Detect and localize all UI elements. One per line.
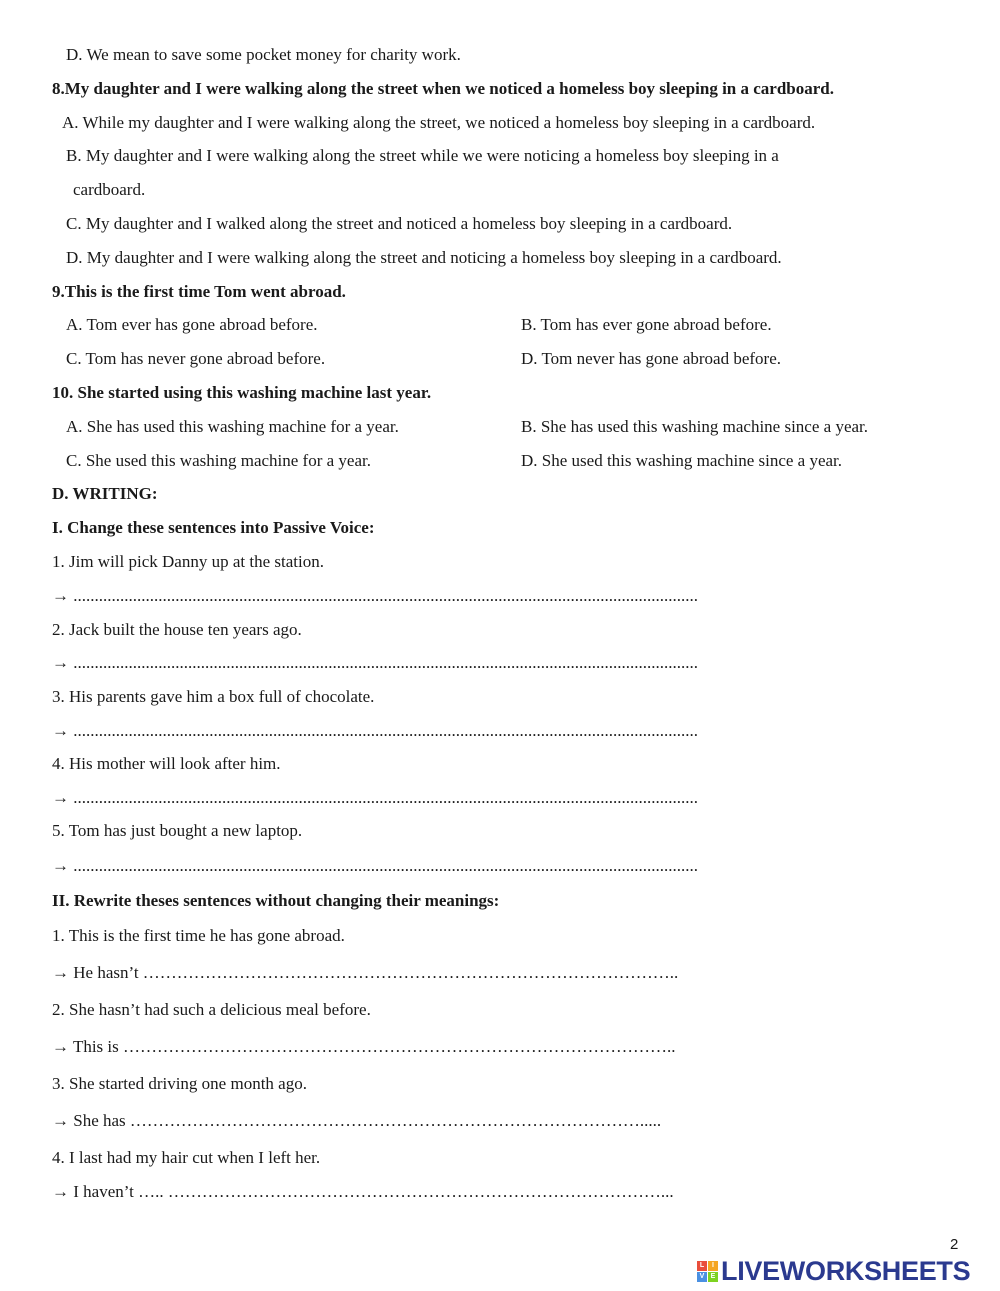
passive-answer-line[interactable]: → ................................................................................................................................................... <box>52 586 698 605</box>
q10-prompt: 10. She started using this washing machine last year. <box>52 383 432 402</box>
rewrite-item: 2. She hasn’t had such a delicious meal before. <box>52 1000 371 1019</box>
passive-item: 3. His parents gave him a box full of chocolate. <box>52 687 375 706</box>
logo-blocks-icon <box>697 1261 718 1282</box>
rewrite-item: 3. She started driving one month ago. <box>52 1074 307 1093</box>
logo-block: I <box>708 1261 718 1271</box>
q9-option-d: D. Tom never has gone abroad before. <box>521 349 782 368</box>
rewrite-answer-line[interactable]: → This is …………………………………………………………………………………….. <box>52 1037 676 1056</box>
passive-item: 2. Jack built the house ten years ago. <box>52 620 302 639</box>
q8-option-c: C. My daughter and I walked along the street and noticed a homeless boy sleeping in a cardboard. <box>66 214 733 233</box>
q10-option-c: C. She used this washing machine for a year. <box>66 451 371 470</box>
part-ii-heading: II. Rewrite theses sentences without changing their meanings: <box>52 891 500 910</box>
q8-option-b-cont: cardboard. <box>73 180 146 199</box>
rewrite-answer-line[interactable]: → I haven’t ….. ……………………………………………………………………………... <box>52 1182 674 1201</box>
liveworksheets-logo[interactable] <box>697 1256 970 1286</box>
passive-item: 4. His mother will look after him. <box>52 754 281 773</box>
q10-option-a: A. She has used this washing machine for a year. <box>66 417 399 436</box>
q10-option-d: D. She used this washing machine since a year. <box>521 451 843 470</box>
q7-option-d: D. We mean to save some pocket money for charity work. <box>66 45 461 64</box>
q8-option-d: D. My daughter and I were walking along the street and noticing a homeless boy sleeping in a cardboard. <box>66 248 782 267</box>
q9-option-a: A. Tom ever has gone abroad before. <box>66 315 318 334</box>
passive-answer-line[interactable]: → ................................................................................................................................................... <box>52 721 698 740</box>
q10-option-b: B. She has used this washing machine since a year. <box>521 417 869 436</box>
logo-text: LIVEWORKSHEETS <box>721 1255 971 1286</box>
passive-item: 1. Jim will pick Danny up at the station. <box>52 552 324 571</box>
q9-prompt: 9.This is the first time Tom went abroad. <box>52 282 346 301</box>
q8-prompt: 8.My daughter and I were walking along the street when we noticed a homeless boy sleeping in a cardboard. <box>52 79 835 98</box>
rewrite-answer-line[interactable]: → He hasn’t ………………………………………………………………………………….. <box>52 963 679 982</box>
q9-option-c: C. Tom has never gone abroad before. <box>66 349 326 368</box>
q8-option-b: B. My daughter and I were walking along the street while we were noticing a homeless boy sleeping in a <box>66 146 779 165</box>
rewrite-answer-line[interactable]: → She has ………………………………………………………………………………..... <box>52 1111 662 1130</box>
q8-option-a: A. While my daughter and I were walking along the street, we noticed a homeless boy sleeping in a cardboard. <box>62 113 816 132</box>
logo-block: E <box>708 1272 718 1282</box>
passive-answer-line[interactable]: → ................................................................................................................................................... <box>52 856 698 875</box>
passive-item: 5. Tom has just bought a new laptop. <box>52 821 303 840</box>
passive-answer-line[interactable]: → ................................................................................................................................................... <box>52 788 698 807</box>
passive-answer-line[interactable]: → ................................................................................................................................................... <box>52 653 698 672</box>
rewrite-item: 4. I last had my hair cut when I left her. <box>52 1148 321 1167</box>
writing-heading: D. WRITING: <box>52 484 158 503</box>
logo-block: L <box>697 1261 707 1271</box>
rewrite-item: 1. This is the first time he has gone abroad. <box>52 926 345 945</box>
part-i-heading: I. Change these sentences into Passive Voice: <box>52 518 375 537</box>
page-number: 2 <box>950 1236 959 1253</box>
logo-block: V <box>697 1272 707 1282</box>
q9-option-b: B. Tom has ever gone abroad before. <box>521 315 772 334</box>
